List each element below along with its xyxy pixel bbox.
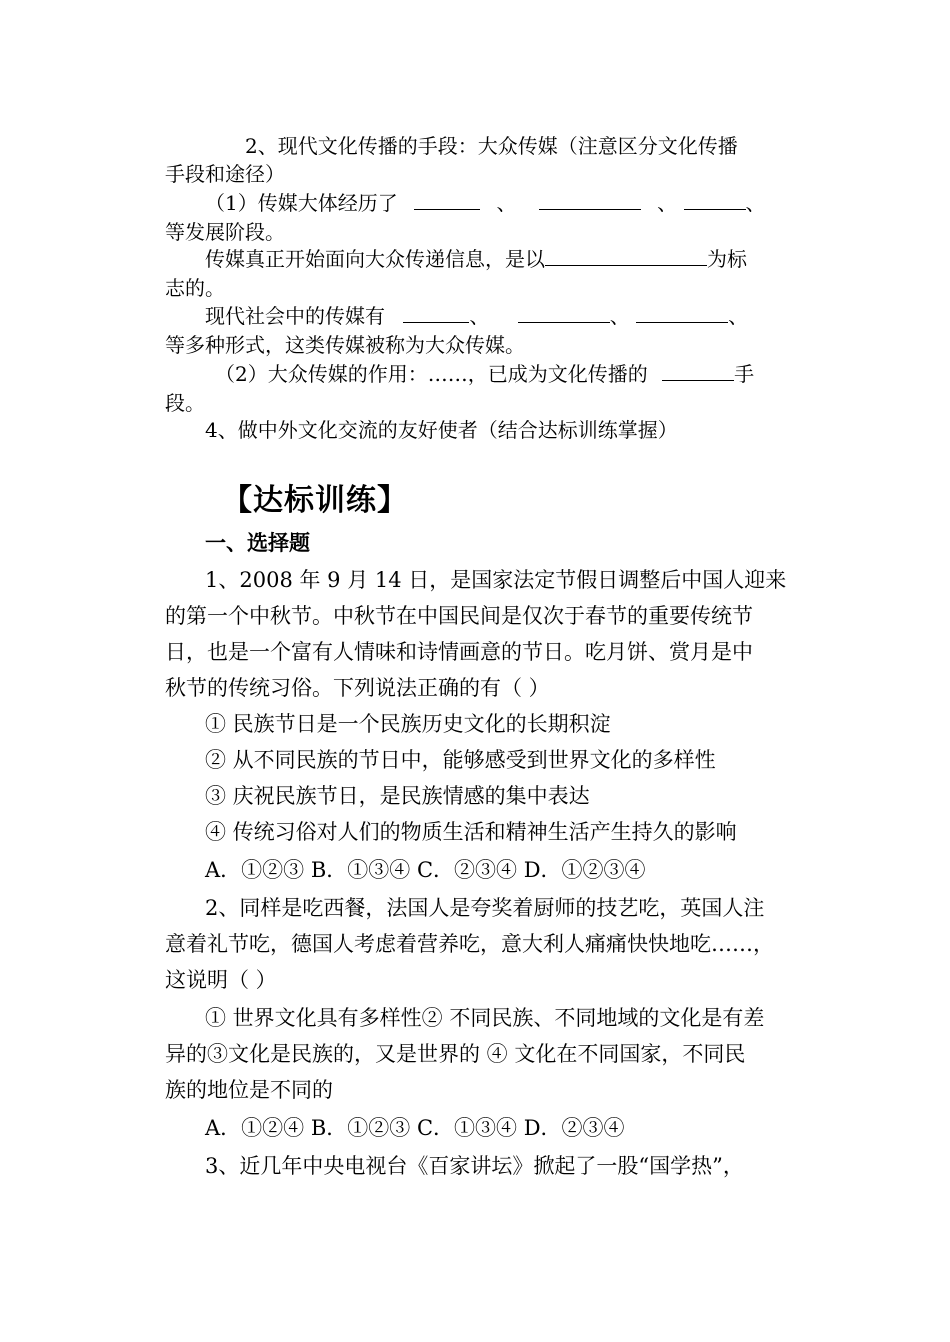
blank-media-role[interactable]	[662, 360, 734, 381]
blank-stage-2[interactable]	[539, 189, 641, 210]
question-3-line: 3、近几年中央电视台《百家讲坛》掀起了一股“国学热”，	[205, 1154, 744, 1178]
question-2-line: 意着礼节吃，德国人考虑着营养吃，意大利人痛痛快快地吃……，	[165, 932, 774, 956]
blank-mass-media-start[interactable]	[545, 245, 707, 266]
section-heading: 一、选择题	[205, 531, 310, 555]
fill-blank-stages: （1）传媒大体经历了 、 、 、	[205, 191, 766, 215]
media-forms-end: 等多种形式，这类传媒被称为大众传媒。	[165, 333, 525, 357]
question-1-line: 秋节的传统习俗。下列说法正确的有（ ）	[165, 676, 550, 700]
blank-media-3[interactable]	[636, 302, 728, 323]
blank-stage-3[interactable]	[684, 189, 746, 210]
question-1-option: ① 民族节日是一个民族历史文化的长期积淀	[205, 712, 611, 736]
blank-media-1[interactable]	[403, 302, 469, 323]
blank-stage-1[interactable]	[414, 189, 480, 210]
media-role-end: 段。	[165, 391, 205, 415]
question-1-option: ③ 庆祝民族节日，是民族情感的集中表达	[205, 784, 590, 808]
question-2-option: 族的地位是不同的	[165, 1078, 333, 1102]
stages-end: 等发展阶段。	[165, 220, 285, 244]
section2-line1: 2、现代文化传播的手段：大众传媒（注意区分文化传播	[245, 134, 738, 158]
question-2-line: 这说明（ ）	[165, 968, 277, 992]
question-1-option: ④ 传统习俗对人们的物质生活和精神生活产生持久的影响	[205, 820, 737, 844]
mass-media-start-end: 志的。	[165, 276, 225, 300]
fill-blank-mass-media-start: 传媒真正开始面向大众传递信息，是以 为标	[205, 247, 747, 271]
question-1-line: 日，也是一个富有人情味和诗情画意的节日。吃月饼、赏月是中	[165, 640, 753, 664]
question-1-line: 的第一个中秋节。中秋节在中国民间是仅次于春节的重要传统节	[165, 604, 753, 628]
question-1-option: ② 从不同民族的节日中，能够感受到世界文化的多样性	[205, 748, 716, 772]
fill-blank-media-forms: 现代社会中的传媒有 、 、 、	[205, 304, 749, 328]
section2-line2: 手段和途径）	[165, 162, 285, 186]
question-2-line: 2、同样是吃西餐，法国人是夸奖着厨师的技艺吃，英国人注	[205, 896, 765, 920]
question-2-answers: A．①②④ B．①②③ C．①③④ D．②③④	[205, 1116, 625, 1140]
question-1-answers: A．①②③ B．①③④ C．②③④ D．①②③④	[205, 858, 646, 882]
item-4: 4、做中外文化交流的友好使者（结合达标训练掌握）	[205, 418, 678, 442]
question-2-option: ① 世界文化具有多样性② 不同民族、不同地域的文化是有差	[205, 1006, 765, 1030]
question-1-line: 1、2008 年 9 月 14 日，是国家法定节假日调整后中国人迎来	[205, 568, 787, 592]
section-title: 【达标训练】	[222, 483, 408, 518]
fill-blank-media-role: （2）大众传媒的作用：……，已成为文化传播的 手	[215, 362, 755, 386]
blank-media-2[interactable]	[518, 302, 610, 323]
question-2-option: 异的③文化是民族的，又是世界的 ④ 文化在不同国家，不同民	[165, 1042, 746, 1066]
